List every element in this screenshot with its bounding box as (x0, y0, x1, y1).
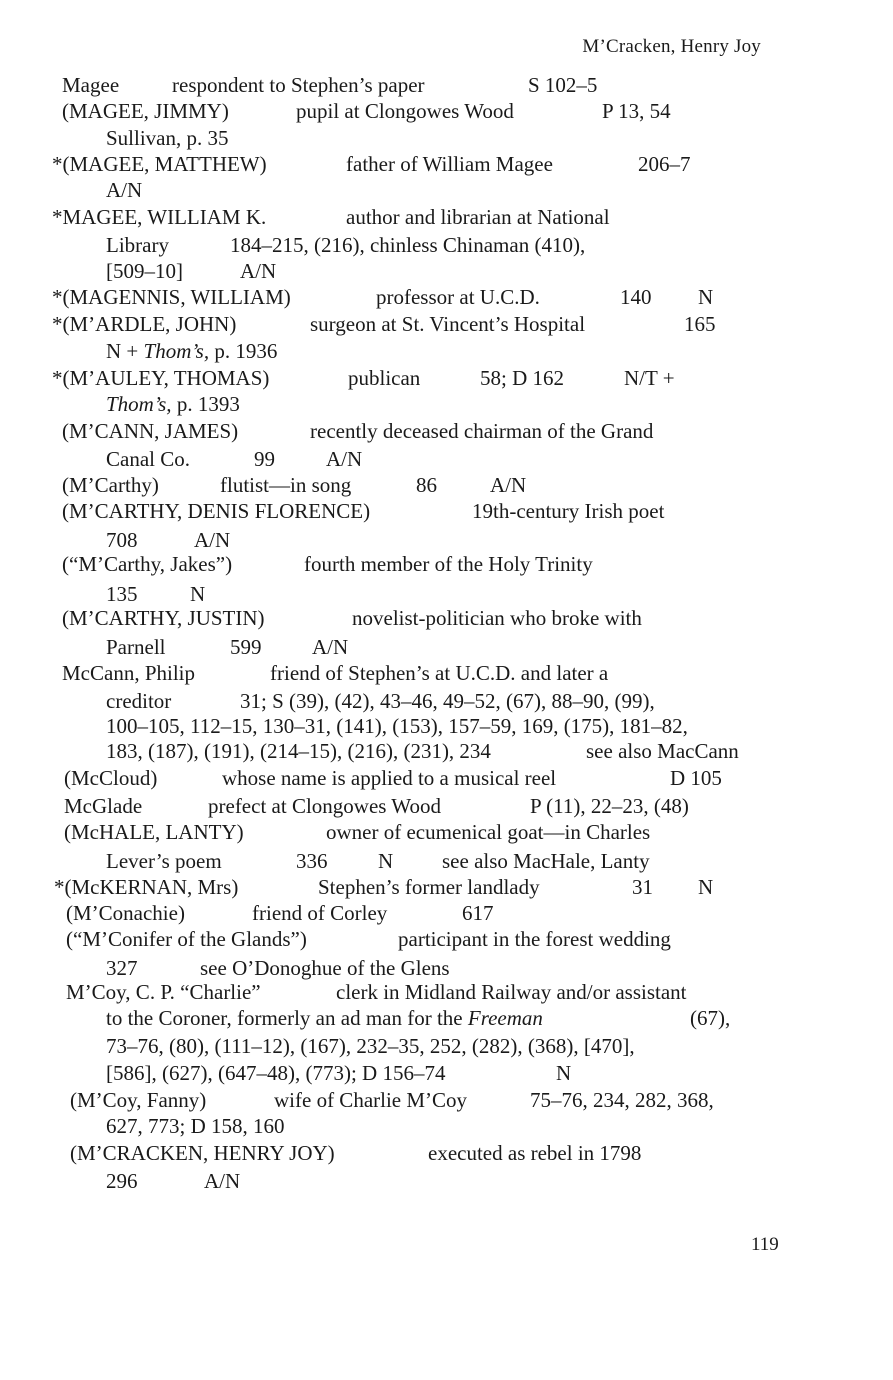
page-number: 119 (751, 1234, 779, 1255)
entry-heading: to the Coroner, formerly an ad man for the (106, 1006, 468, 1030)
entry-detail: D 105 (670, 766, 722, 790)
entry-detail: Freeman (467, 1006, 543, 1030)
entry-detail: N/T + (624, 366, 675, 390)
entry-heading: (“M’Carthy, Jakes”) (62, 552, 233, 576)
entry-heading: N + (106, 339, 144, 363)
entry-detail: P 13, 54 (602, 99, 671, 123)
entry-heading: creditor (106, 689, 172, 713)
entry-detail: N (556, 1061, 572, 1085)
running-head: M’Cracken, Henry Joy (582, 36, 761, 57)
entry-detail: see O’Donoghue of the Glens (200, 956, 450, 980)
entry-detail: friend of Stephen’s at U.C.D. and later a (270, 661, 609, 685)
entry-detail: N (190, 582, 206, 606)
entry-detail: A/N (240, 259, 277, 283)
entry-heading: (M’Conachie) (66, 901, 185, 925)
entry-detail: see also MacHale, Lanty (442, 849, 650, 873)
entry-detail: 206–7 (638, 152, 691, 176)
entry-detail: 19th-century Irish poet (472, 499, 665, 523)
entry-heading: *(M’ARDLE, JOHN) (52, 312, 237, 336)
entry-detail: 336 (296, 849, 328, 873)
entry-detail: 165 (684, 312, 716, 336)
entry-heading: (M’CARTHY, JUSTIN) (62, 606, 265, 630)
entry-heading: (M’Coy, Fanny) (70, 1088, 207, 1112)
entry-heading: [509–10] (106, 259, 183, 283)
entry-detail: A/N (312, 635, 349, 659)
entry-heading: Canal Co. (106, 447, 190, 471)
entry-heading: Magee (62, 73, 120, 97)
entry-detail: respondent to Stephen’s paper (172, 73, 425, 97)
entry-detail: see also MacCann (586, 739, 739, 763)
entry-heading: Parnell (106, 635, 166, 659)
entry-heading: (MAGEE, JIMMY) (62, 99, 229, 123)
entry-heading: 73–76, (80), (111–12), (167), 232–35, 252, (282), (368), [470], (106, 1034, 635, 1058)
entry-heading: (M’CANN, JAMES) (62, 419, 239, 443)
entry-detail: A/N (204, 1169, 241, 1193)
entry-detail: A/N (326, 447, 363, 471)
entry-detail: owner of ecumenical goat—in Charles (326, 820, 651, 844)
entry-detail: 86 (416, 473, 437, 497)
entry-detail: clerk in Midland Railway and/or assistant (336, 980, 687, 1004)
entry-detail: (67), (690, 1006, 731, 1030)
entry-detail: Thom’s, (143, 339, 210, 363)
entry-detail: 99 (254, 447, 275, 471)
entry-detail: flutist—in song (220, 473, 352, 497)
entry-detail: professor at U.C.D. (376, 285, 540, 309)
entry-detail: N (698, 875, 714, 899)
entry-detail: pupil at Clongowes Wood (296, 99, 514, 123)
entry-detail: executed as rebel in 1798 (428, 1141, 642, 1165)
entry-detail: author and librarian at National (346, 205, 610, 229)
entry-detail: father of William Magee (346, 152, 553, 176)
entry-detail: p. 1936 (209, 339, 278, 363)
entry-detail: A/N (194, 528, 231, 552)
entry-heading: McCann, Philip (62, 661, 196, 685)
entry-detail: 599 (230, 635, 262, 659)
entry-detail: recently deceased chairman of the Grand (310, 419, 654, 443)
entry-detail: fourth member of the Holy Trinity (304, 552, 593, 576)
entry-detail: S 102–5 (528, 73, 598, 97)
entry-heading: [586], (627), (647–48), (773); D 156–74 (106, 1061, 446, 1085)
entry-detail: publican (348, 366, 421, 390)
entry-heading: Library (106, 233, 169, 257)
entry-detail: 75–76, 234, 282, 368, (530, 1088, 714, 1112)
entry-detail: participant in the forest wedding (398, 927, 671, 951)
entry-heading: 296 (106, 1169, 138, 1193)
entry-heading: 327 (106, 956, 138, 980)
entry-heading: (McHALE, LANTY) (64, 820, 244, 844)
entry-detail: prefect at Clongowes Wood (208, 794, 441, 818)
entry-run (106, 391, 240, 417)
entry-detail: 140 (620, 285, 652, 309)
entry-heading: *(MAGENNIS, WILLIAM) (52, 285, 291, 309)
entry-detail: surgeon at St. Vincent’s Hospital (310, 312, 586, 336)
entry-heading: *(M’AULEY, THOMAS) (52, 366, 270, 390)
entry-detail: novelist-politician who broke with (352, 606, 642, 630)
entry-detail: A/N (490, 473, 527, 497)
entry-detail: N (698, 285, 714, 309)
entry-heading: Thom’s, (106, 392, 172, 416)
entry-run (106, 1005, 543, 1031)
entry-detail: p. 1393 (171, 392, 240, 416)
entry-heading: M’Coy, C. P. “Charlie” (66, 980, 261, 1004)
entry-heading: *(MAGEE, MATTHEW) (52, 152, 267, 176)
entry-detail: 31 (632, 875, 653, 899)
entry-heading: *MAGEE, WILLIAM K. (52, 205, 267, 229)
entry-detail: N (378, 849, 394, 873)
entry-run (106, 338, 277, 364)
entry-heading: (McCloud) (64, 766, 158, 790)
entry-heading: 135 (106, 582, 138, 606)
entry-heading: 708 (106, 528, 138, 552)
entry-detail: 31; S (39), (42), 43–46, 49–52, (67), 88–90, (99), (240, 689, 655, 713)
entry-detail: friend of Corley (252, 901, 388, 925)
entry-detail: wife of Charlie M’Coy (274, 1088, 468, 1112)
entry-heading: 100–105, 112–15, 130–31, (141), (153), 157–59, 169, (175), 181–82, (106, 714, 688, 738)
entry-heading: 183, (187), (191), (214–15), (216), (231), 234 (106, 739, 491, 763)
entry-heading: (M’Carthy) (62, 473, 159, 497)
entry-heading: Lever’s poem (106, 849, 222, 873)
entry-heading: (M’CARTHY, DENIS FLORENCE) (62, 499, 371, 523)
entry-detail: Stephen’s former landlady (318, 875, 540, 899)
entry-detail: whose name is applied to a musical reel (222, 766, 557, 790)
entry-heading: McGlade (64, 794, 143, 818)
entry-detail: 58; D 162 (480, 366, 564, 390)
entry-detail: 184–215, (216), chinless Chinaman (410), (230, 233, 586, 257)
entry-heading: A/N (106, 178, 143, 202)
entry-heading: (“M’Conifer of the Glands”) (66, 927, 307, 951)
entry-heading: (M’CRACKEN, HENRY JOY) (70, 1141, 335, 1165)
entry-heading: Sullivan, p. 35 (106, 126, 229, 150)
entry-detail: P (11), 22–23, (48) (530, 794, 689, 818)
entry-detail: 617 (462, 901, 494, 925)
entry-heading: *(McKERNAN, Mrs) (54, 875, 239, 899)
entry-heading: 627, 773; D 158, 160 (106, 1114, 285, 1138)
